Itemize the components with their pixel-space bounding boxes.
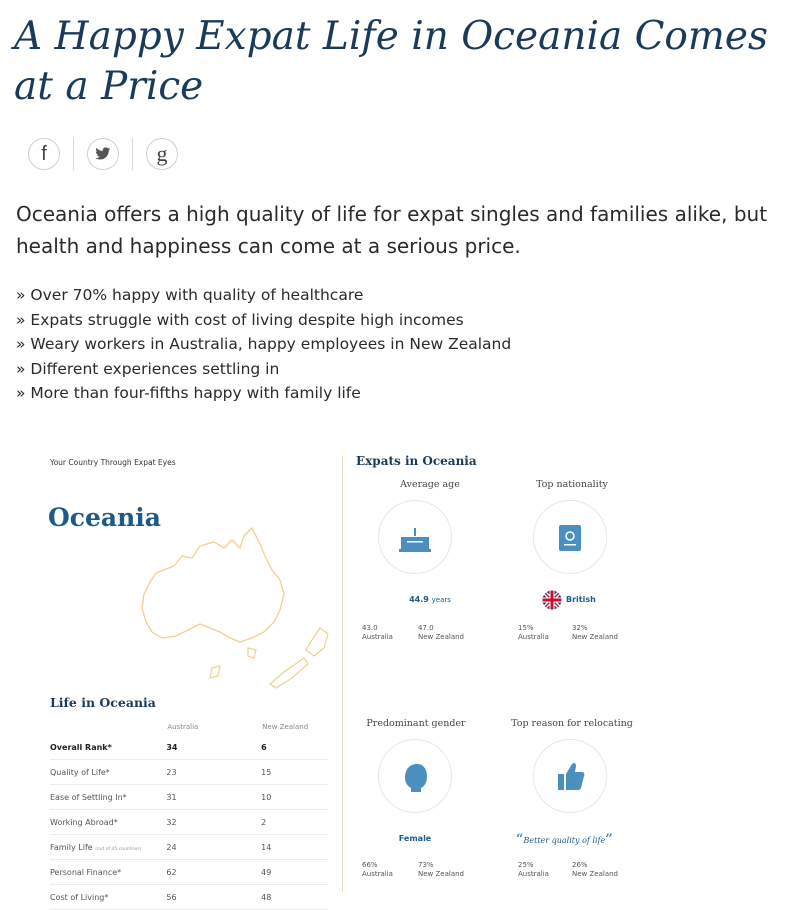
column-header-new-zealand: New Zealand xyxy=(262,723,309,731)
female-head-icon xyxy=(379,740,451,812)
relocation-reason-new-zealand: 26% New Zealand xyxy=(572,861,618,878)
top-nationality-value: British xyxy=(566,595,596,604)
average-age-australia: 43.0 Australia xyxy=(362,624,393,641)
average-age-value: 44.9 years xyxy=(409,595,451,604)
table-row: Personal Finance* 62 49 xyxy=(50,860,328,885)
relocation-reason-label: Top reason for relocating xyxy=(511,718,633,729)
relocation-reason-australia: 25% Australia xyxy=(518,861,549,878)
top-nationality-new-zealand: 32% New Zealand xyxy=(572,624,618,641)
twitter-icon xyxy=(95,147,111,161)
share-divider xyxy=(73,138,74,170)
google-plus-icon: g xyxy=(156,141,168,166)
gender-australia: 66% Australia xyxy=(362,861,393,878)
highlight-item: » Different experiences settling in xyxy=(16,357,511,382)
top-nationality-circle xyxy=(533,500,607,574)
uk-flag-icon xyxy=(542,590,562,614)
relocation-reason-value: “Better quality of life” xyxy=(516,832,613,847)
article-title: A Happy Expat Life in Oceania Comes at a Price xyxy=(14,14,768,109)
table-row: Cost of Living* 56 48 xyxy=(50,885,328,910)
gender-circle xyxy=(378,739,452,813)
relocation-reason-circle xyxy=(533,739,607,813)
twitter-share-button[interactable] xyxy=(87,138,119,170)
highlights-list xyxy=(16,283,511,406)
facebook-icon: f xyxy=(41,142,47,165)
column-divider xyxy=(342,456,343,892)
region-title: Oceania xyxy=(48,503,161,532)
life-table-title: Life in Oceania xyxy=(50,695,156,710)
gender-value: Female xyxy=(398,834,432,843)
table-row: Ease of Settling In* 31 10 xyxy=(50,785,328,810)
infographic-kicker: Your Country Through Expat Eyes xyxy=(50,458,176,467)
oceania-infographic xyxy=(36,438,800,902)
table-row: Quality of Life* 23 15 xyxy=(50,760,328,785)
open-quote-icon: “ xyxy=(516,832,524,847)
table-row: Overall Rank* 34 6 xyxy=(50,735,328,760)
highlight-item: » Over 70% happy with quality of healthcare xyxy=(16,283,511,308)
birthday-cake-icon xyxy=(379,501,451,573)
oceania-map-icon xyxy=(116,518,336,693)
close-quote-icon: ” xyxy=(605,832,613,847)
thumbs-up-icon xyxy=(534,740,606,812)
google-plus-share-button[interactable] xyxy=(146,138,178,170)
average-age-new-zealand: 47.0 New Zealand xyxy=(418,624,464,641)
facebook-share-button[interactable] xyxy=(28,138,60,170)
highlight-item: » More than four-fifths happy with family life xyxy=(16,381,511,406)
expats-title: Expats in Oceania xyxy=(356,454,477,468)
highlight-item: » Weary workers in Australia, happy employees in New Zealand xyxy=(16,332,511,357)
average-age-label: Average age xyxy=(400,479,460,490)
top-nationality-label: Top nationality xyxy=(536,479,608,490)
top-nationality-australia: 15% Australia xyxy=(518,624,549,641)
share-bar xyxy=(28,138,178,170)
average-age-circle xyxy=(378,500,452,574)
article-intro: Oceania offers a high quality of life for expat singles and families alike, but health and happiness can come at a serious price. xyxy=(16,202,768,258)
passport-icon xyxy=(534,501,606,573)
table-row: Working Abroad* 32 2 xyxy=(50,810,328,835)
table-row: Family Life (out of 45 countries) 24 14 xyxy=(50,835,328,860)
share-divider xyxy=(132,138,133,170)
gender-label: Predominant gender xyxy=(366,718,466,729)
rankings-table xyxy=(50,719,328,910)
highlight-item: » Expats struggle with cost of living despite high incomes xyxy=(16,308,511,333)
gender-new-zealand: 73% New Zealand xyxy=(418,861,464,878)
column-header-australia: Australia xyxy=(167,723,199,731)
